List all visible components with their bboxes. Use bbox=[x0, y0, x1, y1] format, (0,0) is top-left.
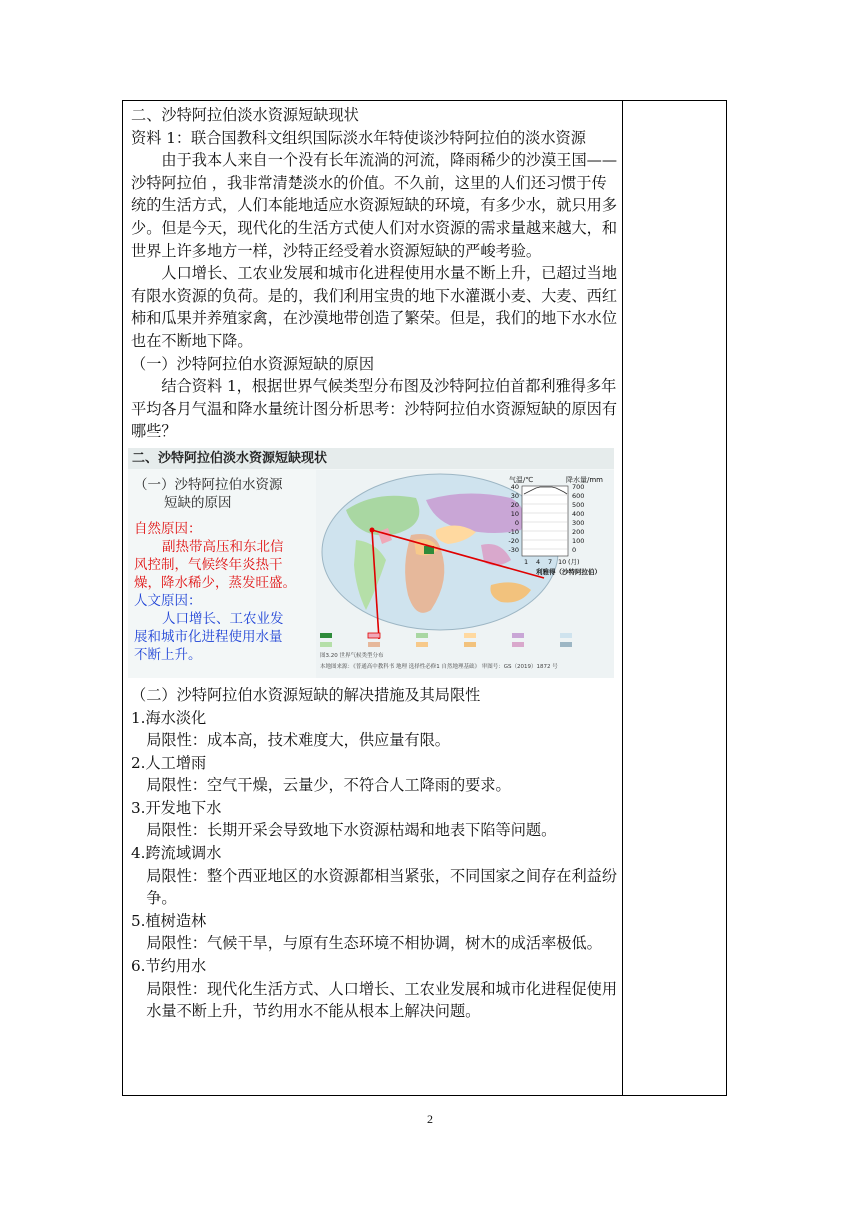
precip-tick: 0 bbox=[572, 545, 577, 554]
lesson-table bbox=[122, 100, 727, 1096]
page-number: 2 bbox=[427, 1112, 433, 1126]
human-cause-line-1: 人口增长、工农业发 bbox=[162, 610, 284, 627]
map-caption: 图3.20 世界气候类型分布 bbox=[320, 652, 384, 659]
precip-tick: 300 bbox=[572, 518, 585, 527]
measure-limitation: 局限性：长期开采会导致地下水资源枯竭和地表下陷等问题。 bbox=[146, 821, 557, 840]
temp-tick: 40 bbox=[510, 482, 519, 491]
natural-cause-line-3: 燥，降水稀少，蒸发旺盛。 bbox=[134, 574, 296, 591]
natural-cause-label: 自然原因： bbox=[134, 520, 202, 537]
lesson-slide-image bbox=[128, 448, 614, 678]
month-tick: 10 bbox=[558, 557, 567, 566]
table-content-cell bbox=[131, 104, 619, 1023]
slide-title: 二、沙特阿拉伯淡水资源短缺现状 bbox=[128, 448, 614, 469]
measure-title: 2.人工增雨 bbox=[131, 753, 207, 772]
slide-subtitle-1: （一）沙特阿拉伯水资源 bbox=[134, 476, 283, 493]
precip-tick: 700 bbox=[572, 482, 585, 491]
month-unit: (月) bbox=[568, 557, 580, 566]
month-tick: 4 bbox=[536, 557, 541, 566]
measure-limitation: 局限性：现代化生活方式、人口增长、工农业发展和城市化进程促使用水量不断上升，节约用水不能从根本上解决问题。 bbox=[146, 979, 617, 1021]
map-source: 本地图来源：《普通高中教科书 地理 选择性必修1 自然地理基础》 审图号：GS（2019）1872 号 bbox=[320, 663, 558, 670]
precip-tick: 200 bbox=[572, 527, 585, 536]
chart-precip-label: 降水量/mm bbox=[566, 475, 603, 484]
slide-text-panel bbox=[134, 476, 314, 664]
natural-cause-line-2: 风控制，气候终年炎热干 bbox=[134, 556, 283, 573]
material-paragraph-1: 由于我本人来自一个没有长年流淌的河流，降雨稀少的沙漠王国——沙特阿拉伯 ，我非常清楚淡水的价值。不久前，这里的人们还习惯于传统的生活方式，人们本能地适应水资源短缺的环境，有多少水，就只用多少。但是今天，现代化的生活方式使人们对水资源的需求量越来越大，和世界上许多地方一样，沙特正经受着水资源短缺的严峻考验。 bbox=[131, 151, 618, 260]
temp-tick: -30 bbox=[508, 545, 519, 554]
climate-map-panel bbox=[316, 470, 614, 678]
human-cause-line-3: 不断上升。 bbox=[134, 646, 202, 663]
subsection-title-measures: （二）沙特阿拉伯水资源短缺的解决措施及其局限性 bbox=[131, 685, 481, 704]
human-cause-label: 人文原因： bbox=[134, 592, 202, 609]
measure-limitation: 局限性：整个西亚地区的水资源都相当紧张，不同国家之间存在利益纷争。 bbox=[146, 866, 617, 908]
precip-tick: 100 bbox=[572, 536, 585, 545]
slide-subtitle-2: 短缺的原因 bbox=[164, 494, 232, 511]
analysis-question: 结合资料 1，根据世界气候类型分布图及沙特阿拉伯首都利雅得多年平均各月气温和降水量统计图分析思考：沙特阿拉伯水资源短缺的原因有哪些？ bbox=[131, 377, 617, 441]
measure-title: 1.海水淡化 bbox=[131, 708, 207, 727]
temp-tick: -20 bbox=[508, 536, 519, 545]
month-tick: 7 bbox=[548, 557, 553, 566]
measure-title: 4.跨流域调水 bbox=[131, 844, 222, 863]
section-title: 二、沙特阿拉伯淡水资源短缺现状 bbox=[131, 106, 359, 124]
measure-title: 3.开发地下水 bbox=[131, 798, 222, 817]
temp-tick: 10 bbox=[510, 509, 519, 518]
material-paragraph-2: 人口增长、工农业发展和城市化进程使用水量不断上升，已超过当地有限水资源的负荷。是的，我们利用宝贵的地下水灌溉小麦、大麦、西红柿和瓜果并养殖家禽，在沙漠地带创造了繁荣。但是，我们的地下水水位也在不断地下降。 bbox=[131, 264, 618, 350]
temp-tick: 0 bbox=[514, 518, 519, 527]
human-cause-line-2: 展和城市化进程使用水量 bbox=[134, 628, 283, 645]
measure-limitation: 局限性：气候干旱，与原有生态环境不相协调，树木的成活率极低。 bbox=[146, 934, 602, 953]
city-label: 利雅得（沙特阿拉伯） bbox=[536, 567, 601, 576]
measure-title: 5.植树造林 bbox=[131, 911, 207, 930]
natural-cause-line-1: 副热带高压和东北信 bbox=[162, 538, 284, 555]
material-title: 资料 1：联合国教科文组织国际淡水年特使谈沙特阿拉伯的淡水资源 bbox=[131, 128, 586, 147]
temp-tick: -10 bbox=[508, 527, 519, 536]
chart-temp-label: 气温/℃ bbox=[509, 475, 534, 484]
measure-title: 6.节约用水 bbox=[131, 957, 207, 976]
subsection-title-causes: （一）沙特阿拉伯水资源短缺的原因 bbox=[131, 354, 374, 373]
measure-limitation: 局限性：空气干燥，云量少，不符合人工降雨的要求。 bbox=[146, 776, 511, 795]
temp-tick: 30 bbox=[510, 491, 519, 500]
precip-tick: 500 bbox=[572, 500, 585, 509]
precip-tick: 600 bbox=[572, 491, 585, 500]
temp-tick: 20 bbox=[510, 500, 519, 509]
precip-tick: 400 bbox=[572, 509, 585, 518]
world-climate-map bbox=[316, 470, 614, 678]
table-column-divider bbox=[622, 101, 623, 1095]
month-tick: 1 bbox=[524, 557, 529, 566]
measure-limitation: 局限性：成本高，技术难度大，供应量有限。 bbox=[146, 731, 450, 750]
